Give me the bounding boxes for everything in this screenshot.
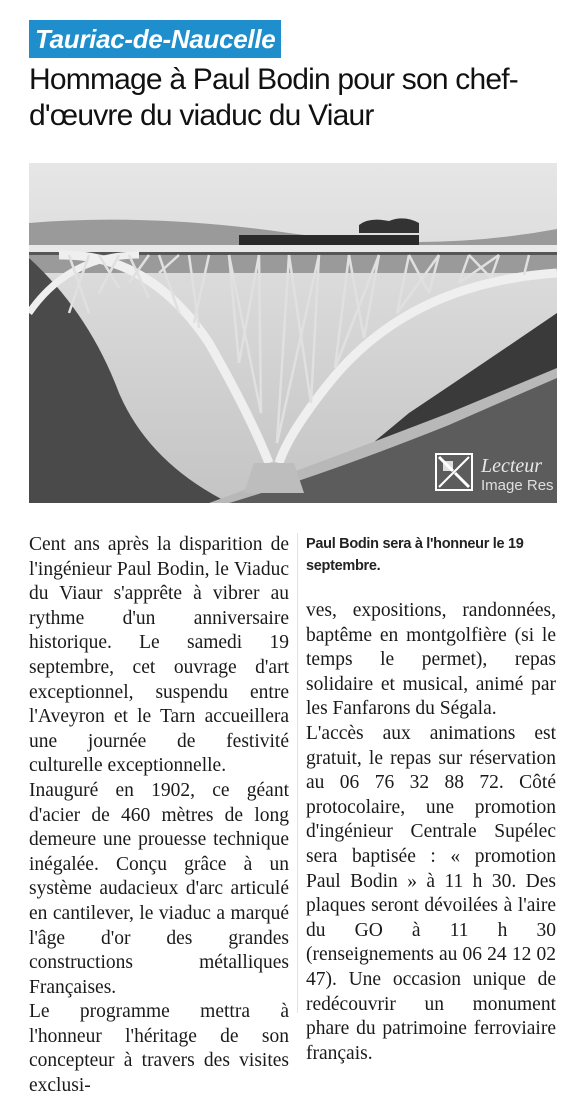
- watermark-subtext: Image Res: [481, 477, 554, 494]
- headline: Hommage à Paul Bodin pour son chef-d'œuvre du viaduc du Viaur: [29, 63, 518, 132]
- photo-caption: Paul Bodin sera à l'honneur le 19 septembre.: [306, 536, 524, 574]
- body-paragraph: Cent ans après la disparition de l'ingénieur Paul Bodin, le Viaduc du Viaur s'apprête à vibrer au rythme d'un anniversaire historique. Le samedi 19 septembre, cet ouvrage d'art exceptionnel, suspendu entre l'Aveyron et le Tarn accueillera une journée de festivité culturelle exceptionnelle.: [29, 534, 289, 777]
- body-paragraph: L'accès aux animations est gratuit, le repas sur réservation au 06 76 32 88 72. Côté protocolaire, une promotion d'ingénieur Centrale Supélec sera baptisée : « promotion Paul Bodin » à 11 h 30. Des plaques seront dévoilées à l'aire du GO à 11 h 30 (renseignements au 06 24 12 02 47). Une occasion unique de redécouvrir un monument phare du patrimoine ferroviaire français.: [306, 722, 556, 1064]
- column-divider: [297, 533, 298, 1013]
- body-paragraph: Le programme mettra à l'honneur l'héritage de son concepteur à travers des visites exclusi-: [29, 1001, 289, 1097]
- watermark-text: Lecteur: [481, 455, 543, 477]
- body-paragraph: Inauguré en 1902, ce géant d'acier de 460 mètres de long demeure une prouesse technique inégalée. Conçu grâce à un système audacieux d'arc articulé en cantilever, le viaduc a marqué l'âge d'or des grandes constructions métalliques Françaises.: [29, 779, 289, 998]
- body-paragraph: ves, expositions, randonnées, baptême en montgolfière (si le temps le permet), repas solidaire et musical, animé par les Fanfarons du Ségala.: [306, 600, 556, 720]
- viaduct-photo: [29, 163, 557, 503]
- watermark-logo-icon: [435, 453, 473, 491]
- kicker-label: Tauriac-de-Naucelle: [29, 20, 281, 58]
- body-column-left: [29, 533, 289, 1099]
- body-column-right: [306, 599, 556, 1066]
